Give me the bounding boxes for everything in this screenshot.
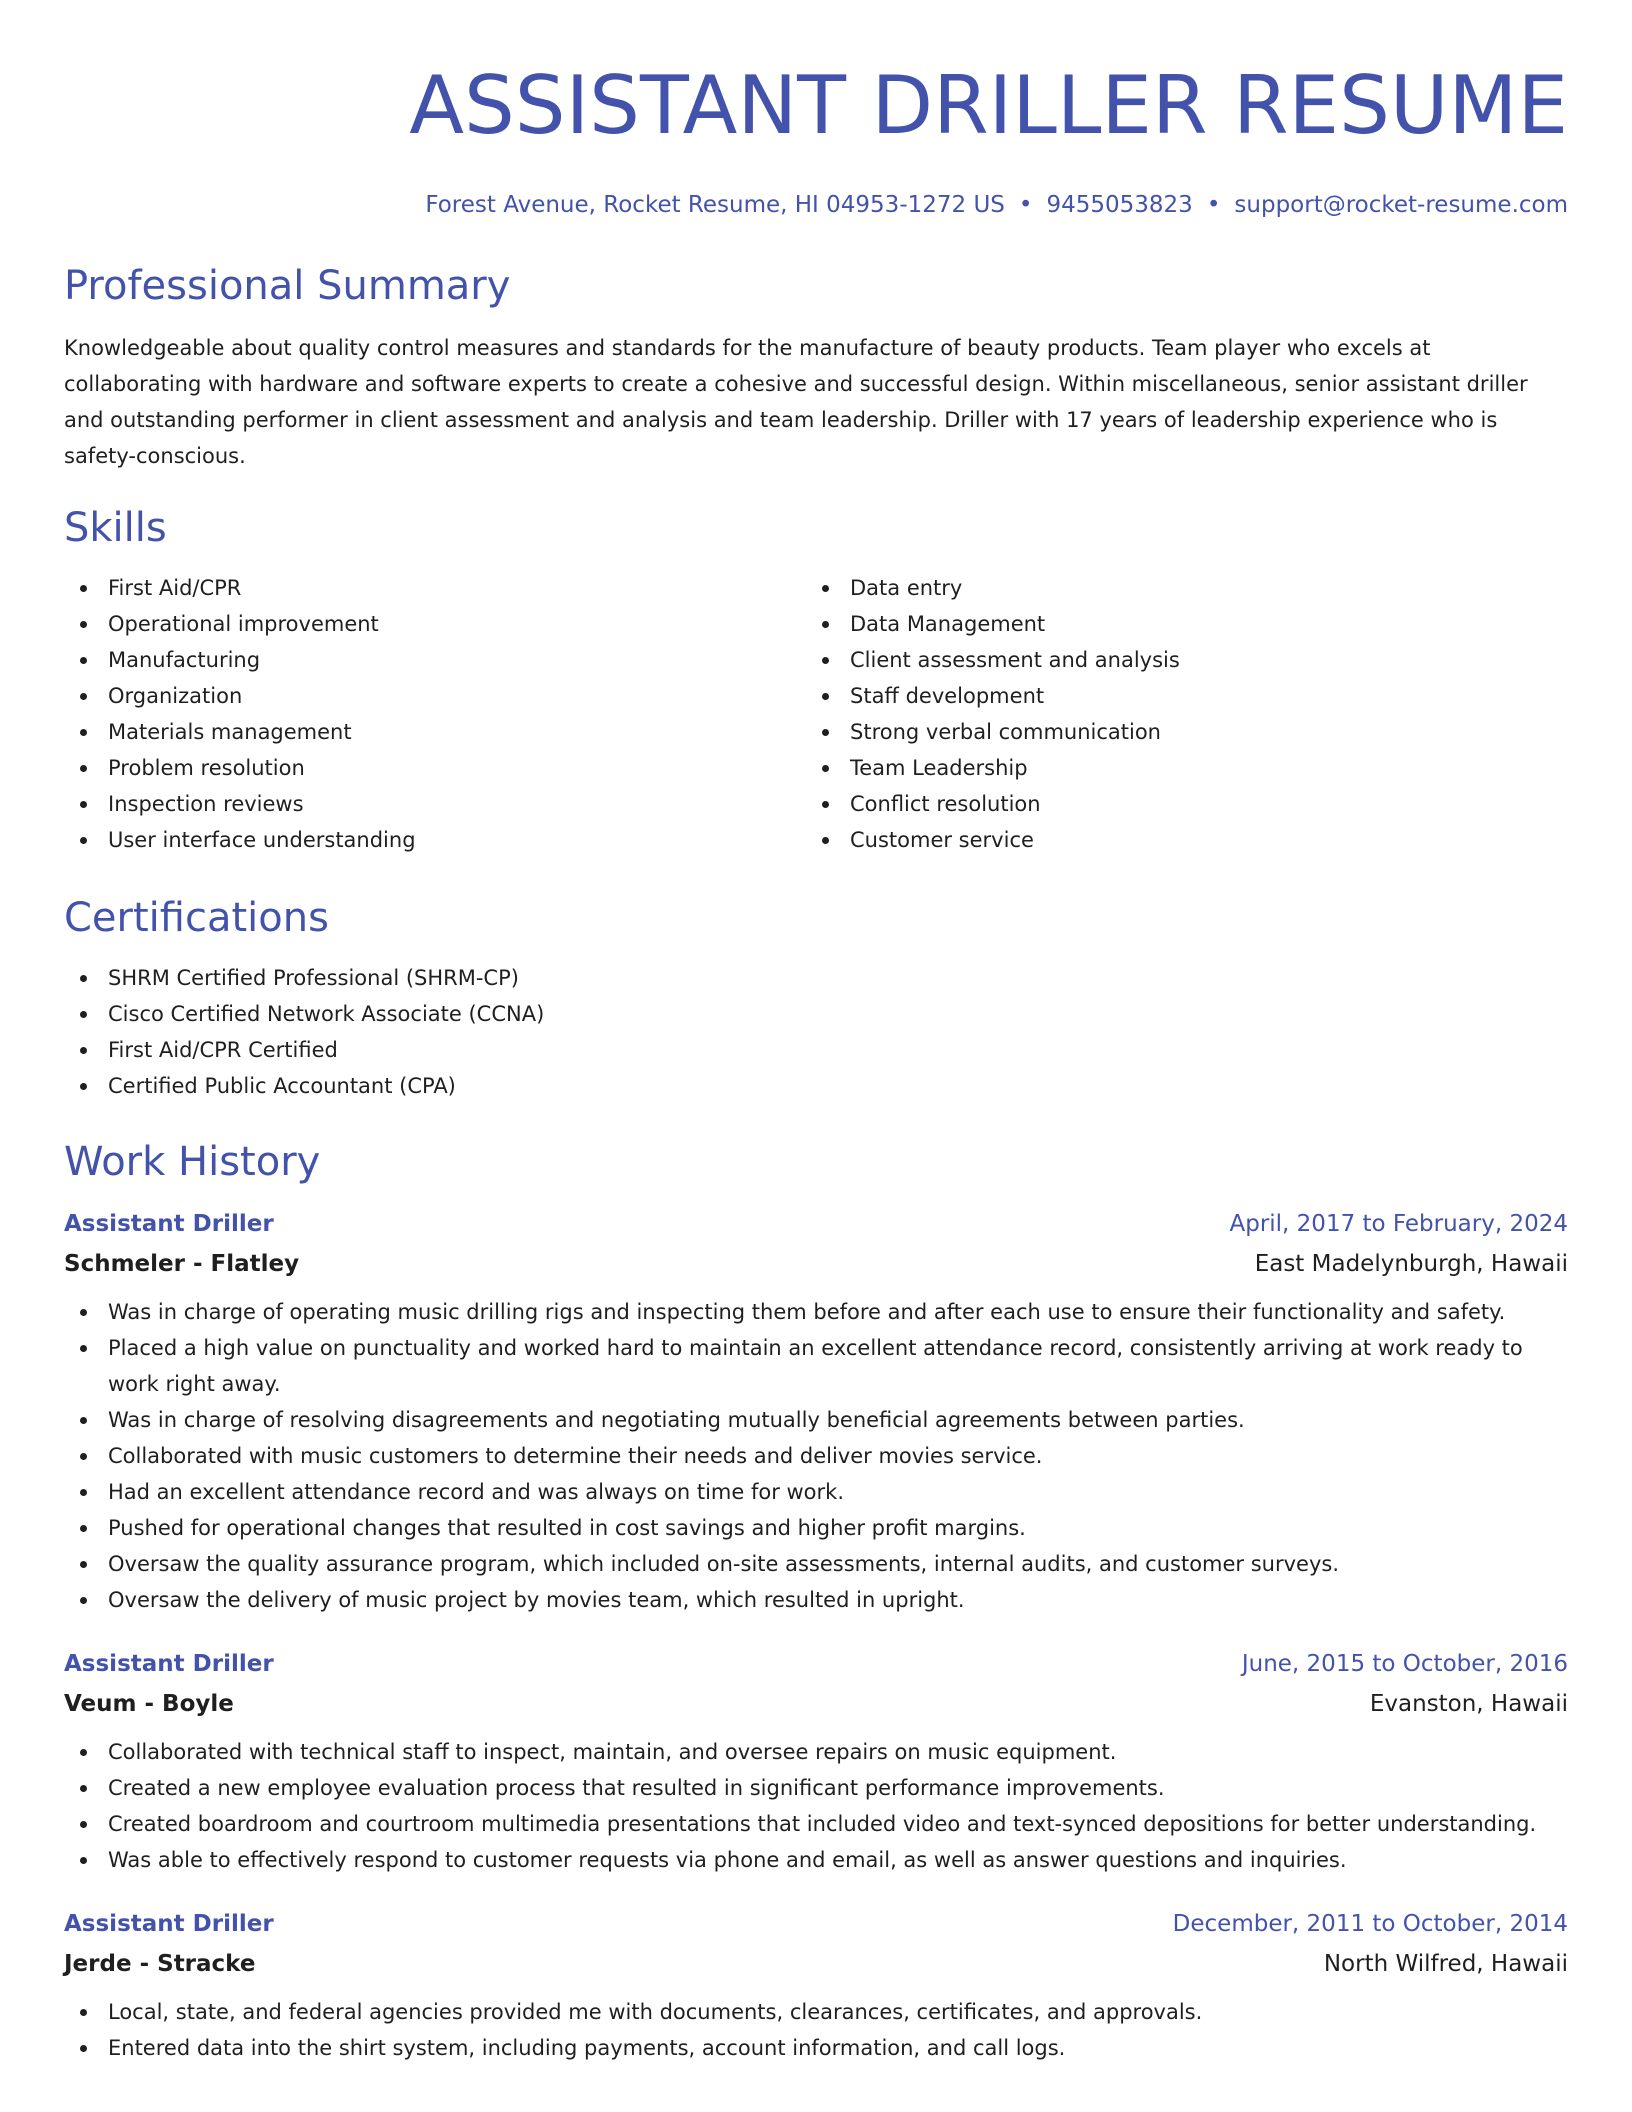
job-entry — [64, 1208, 1568, 1618]
skills-section — [64, 504, 1568, 858]
summary-text: Knowledgeable about quality control measures and standards for the manufacture of beauty products. Team player who excels at collaborating with hardware and software experts to create a cohesive and successful design. Within miscellaneous, senior assistant driller and outstanding performer in client assessment and analysis and team leadership. Driller with 17 years of leadership experience who is safety-conscious. — [64, 336, 1528, 468]
skills-columns — [64, 570, 1568, 858]
skill-item: Conflict resolution — [806, 786, 1548, 822]
contact-line — [64, 190, 1568, 220]
job-location: North Wilfred, Hawaii — [1323, 1951, 1568, 1977]
skill-item: Manufacturing — [64, 642, 806, 678]
job-company-row — [64, 1948, 1568, 1980]
certifications-heading: Certifications — [64, 895, 329, 941]
contact-email[interactable]: support@rocket-resume.com — [1234, 192, 1568, 218]
contact-separator: • — [1206, 192, 1221, 218]
job-bullet: Was able to effectively respond to customer requests via phone and email, as well as answer questions and inquiries. — [64, 1842, 1568, 1878]
skill-item: Staff development — [806, 678, 1548, 714]
summary-section — [64, 262, 1568, 474]
job-bullet: Collaborated with music customers to determine their needs and deliver movies service. — [64, 1438, 1568, 1474]
certification-item: Certified Public Accountant (CPA) — [64, 1068, 1568, 1104]
skills-list-right — [806, 570, 1548, 858]
job-bullet: Collaborated with technical staff to inspect, maintain, and oversee repairs on music equipment. — [64, 1734, 1568, 1770]
job-title: Assistant Driller — [64, 1911, 274, 1937]
job-company: Veum - Boyle — [64, 1691, 234, 1717]
certifications-list — [64, 960, 1568, 1104]
certification-item: First Aid/CPR Certified — [64, 1032, 1568, 1068]
work-history-section — [64, 1138, 1568, 2066]
job-title: Assistant Driller — [64, 1651, 274, 1677]
job-company-row — [64, 1688, 1568, 1720]
job-bullet: Oversaw the quality assurance program, which included on-site assessments, internal audits, and customer surveys. — [64, 1546, 1568, 1582]
job-header-row — [64, 1648, 1568, 1680]
job-bullets — [64, 1734, 1568, 1878]
job-location: Evanston, Hawaii — [1369, 1691, 1568, 1717]
job-location: East Madelynburgh, Hawaii — [1254, 1251, 1568, 1277]
skill-item: Data Management — [806, 606, 1548, 642]
job-company: Jerde - Stracke — [64, 1951, 256, 1977]
job-bullet: Oversaw the delivery of music project by movies team, which resulted in upright. — [64, 1582, 1568, 1618]
skill-item: Team Leadership — [806, 750, 1548, 786]
summary-heading: Professional Summary — [64, 263, 511, 309]
job-bullet: Pushed for operational changes that resulted in cost savings and higher profit margins. — [64, 1510, 1568, 1546]
certifications-section — [64, 894, 1568, 1104]
skill-item: Inspection reviews — [64, 786, 806, 822]
contact-separator: • — [1018, 192, 1033, 218]
job-entry — [64, 1908, 1568, 2066]
contact-address: Forest Avenue, Rocket Resume, HI 04953-1272 US — [425, 192, 1005, 218]
skill-item: Data entry — [806, 570, 1548, 606]
job-header-row — [64, 1908, 1568, 1940]
work-history-heading: Work History — [64, 1139, 321, 1185]
skill-item: Problem resolution — [64, 750, 806, 786]
skills-list-left — [64, 570, 806, 858]
skills-heading: Skills — [64, 505, 167, 551]
skill-item: User interface understanding — [64, 822, 806, 858]
resume-title: ASSISTANT DRILLER RESUME — [409, 59, 1568, 152]
skill-item: Organization — [64, 678, 806, 714]
job-dates: June, 2015 to October, 2016 — [1241, 1651, 1568, 1677]
job-bullet: Local, state, and federal agencies provided me with documents, clearances, certificates, and approvals. — [64, 1994, 1568, 2030]
job-dates: December, 2011 to October, 2014 — [1172, 1911, 1568, 1937]
skill-item: Customer service — [806, 822, 1548, 858]
job-bullet: Was in charge of resolving disagreements and negotiating mutually beneficial agreements between parties. — [64, 1402, 1568, 1438]
job-entry — [64, 1648, 1568, 1878]
resume-page — [64, 0, 1568, 2060]
job-bullet: Created a new employee evaluation process that resulted in significant performance improvements. — [64, 1770, 1568, 1806]
job-bullets — [64, 1294, 1568, 1618]
job-company-row — [64, 1248, 1568, 1280]
job-bullet: Placed a high value on punctuality and worked hard to maintain an excellent attendance record, consistently arriving at work ready to work right away. — [64, 1330, 1568, 1402]
skill-item: Materials management — [64, 714, 806, 750]
skill-item: Client assessment and analysis — [806, 642, 1548, 678]
job-bullets — [64, 1994, 1568, 2066]
certification-item: SHRM Certified Professional (SHRM-CP) — [64, 960, 1568, 996]
job-title: Assistant Driller — [64, 1211, 274, 1237]
job-bullet: Created boardroom and courtroom multimedia presentations that included video and text-synced depositions for better understanding. — [64, 1806, 1568, 1842]
job-bullet: Was in charge of operating music drilling rigs and inspecting them before and after each use to ensure their functionality and safety. — [64, 1294, 1568, 1330]
contact-phone[interactable]: 9455053823 — [1046, 192, 1193, 218]
skill-item: Strong verbal communication — [806, 714, 1548, 750]
skill-item: First Aid/CPR — [64, 570, 806, 606]
skill-item: Operational improvement — [64, 606, 806, 642]
job-dates: April, 2017 to February, 2024 — [1229, 1211, 1568, 1237]
job-header-row — [64, 1208, 1568, 1240]
job-bullet: Entered data into the shirt system, including payments, account information, and call logs. — [64, 2030, 1568, 2066]
certification-item: Cisco Certified Network Associate (CCNA) — [64, 996, 1568, 1032]
job-bullet: Had an excellent attendance record and was always on time for work. — [64, 1474, 1568, 1510]
job-company: Schmeler - Flatley — [64, 1251, 300, 1277]
